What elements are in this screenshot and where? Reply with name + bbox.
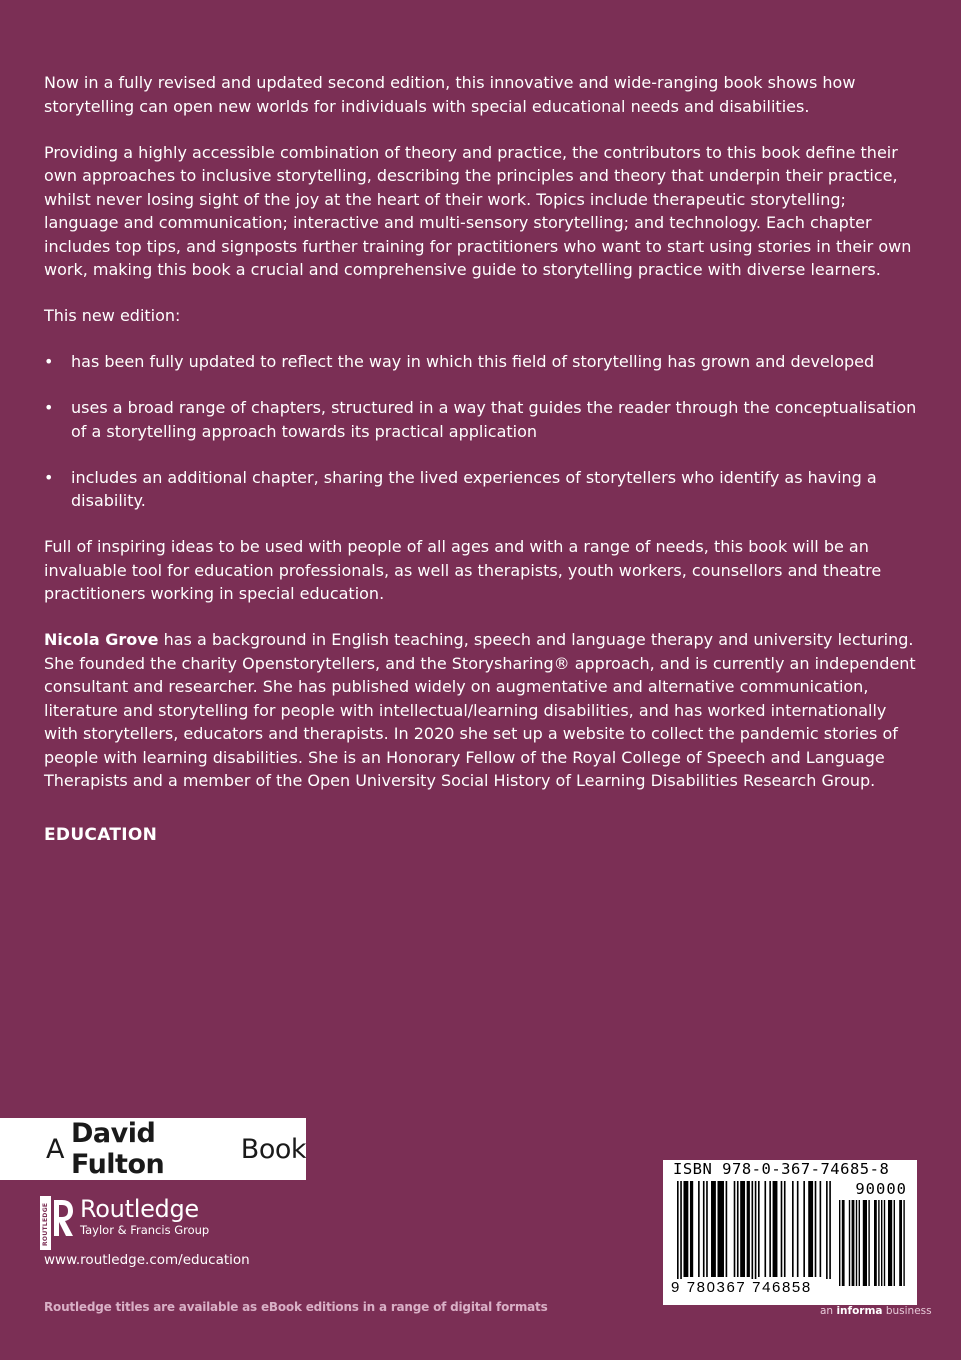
imprint-suffix: Book: [240, 1133, 306, 1165]
ean-digits: 9 780367 746858: [671, 1279, 836, 1296]
isbn-barcode: [663, 1160, 917, 1305]
new-edition-intro: This new edition:: [44, 306, 181, 325]
description-paragraph-3: Full of inspiring ideas to be used with people of all ages and with a range of needs, this book will be an invaluable tool for education professionals, as well as therapists, youth workers, counsellors and theatre practitioners working in special education.: [44, 537, 882, 603]
informa-business-note: [820, 1305, 932, 1317]
imprint-box: [0, 1118, 306, 1180]
barcode-bar: [706, 1181, 708, 1277]
barcode-bar: [737, 1181, 739, 1277]
barcode-bar: [856, 1200, 857, 1286]
barcode-bar: [726, 1181, 728, 1277]
barcode-bar: [747, 1181, 750, 1277]
informa-name: informa: [836, 1305, 883, 1317]
routledge-r-icon: [40, 1196, 74, 1250]
barcode-bar: [815, 1181, 817, 1277]
barcode-bar: [842, 1200, 845, 1286]
barcode-bar: [755, 1181, 757, 1285]
barcode-bar: [894, 1200, 895, 1286]
barcode-bar: [884, 1200, 885, 1286]
barcode-bar: [874, 1200, 877, 1286]
barcode-bar: [792, 1181, 794, 1277]
list-item-text: has been fully updated to reflect the way in which this field of storytelling has grown and developed: [71, 352, 875, 371]
barcode-bar: [698, 1181, 700, 1277]
price-code: 90000: [855, 1180, 907, 1198]
imprint-prefix: A: [46, 1133, 64, 1165]
barcode-bar: [683, 1181, 688, 1277]
barcode-bar: [680, 1181, 682, 1285]
bullet-icon: •: [44, 398, 54, 417]
barcode-bar: [784, 1181, 786, 1277]
author-bio: [44, 628, 920, 793]
informa-prefix: an: [820, 1305, 837, 1317]
feature-list: [44, 350, 920, 513]
barcode-bar: [690, 1181, 693, 1277]
description-paragraph-2: Providing a highly accessible combination of theory and practice, the contributors to this book define their own approaches to inclusive storytelling, describing the principles and theory that underpin their practice, whilst never losing sight of the joy at the heart of their work. Topics include therapeutic storytelling; language and communication; interactive and multi-sensory storytelling; and technology. Each chapter includes top tips, and signposts further training for practitioners who want to start using stories in their own work, making this book a crucial and comprehensive guide to storytelling practice with diverse learners.: [44, 142, 912, 279]
barcode-bar: [781, 1181, 783, 1277]
barcode-bar: [888, 1200, 892, 1286]
publisher-logo: [40, 1196, 209, 1250]
barcode-bar: [903, 1200, 904, 1286]
author-name: Nicola Grove: [44, 630, 159, 649]
svg-text:ROUTLEDGE: ROUTLEDGE: [42, 1202, 49, 1246]
barcode-bar: [878, 1200, 879, 1286]
barcode-bar: [797, 1181, 799, 1277]
back-cover-text: [44, 71, 920, 847]
description-paragraph-1: Now in a fully revised and updated second edition, this innovative and wide-ranging book shows how storytelling can open new worlds for individuals with special educational needs and disabilities.: [44, 73, 856, 116]
isbn-text: ISBN 978-0-367-74685-8: [673, 1160, 890, 1178]
barcode-bar: [829, 1181, 831, 1285]
barcode-bar: [734, 1181, 736, 1277]
barcode-bar: [859, 1200, 860, 1286]
category-label: EDUCATION: [44, 824, 158, 845]
barcode-bar: [718, 1181, 724, 1277]
barcode-bar: [769, 1181, 771, 1277]
list-item-text: uses a broad range of chapters, structured in a way that guides the reader through the conceptualisation of a storytelling approach towards its practical application: [71, 398, 917, 441]
bullet-icon: •: [44, 352, 54, 371]
barcode-bar: [863, 1200, 867, 1286]
barcode-bar: [881, 1200, 882, 1286]
barcode-bar: [839, 1200, 840, 1286]
addon-barcode-bars: [839, 1200, 907, 1286]
barcode-bar: [849, 1200, 850, 1286]
barcode-bar: [803, 1181, 805, 1277]
barcode-bar: [764, 1181, 766, 1277]
barcode-bar: [826, 1181, 828, 1285]
barcode-bar: [677, 1181, 679, 1285]
barcode-bar: [852, 1200, 855, 1286]
author-bio-text: has a background in English teaching, speech and language therapy and university lecturing. She founded the charity Openstorytellers, and the Storysharing® approach, and is currently an independent consultant and researcher. She has published widely on augmentative and alternative communication, literature and storytelling for people with intellectual/learning disabilities, and has worked internationally with storytellers, educators and therapists. In 2020 she set up a website to collect the pandemic stories of people with learning disabilities. She is an Honorary Fellow of the Royal College of Speech and Language Therapists and a member of the Open University Social History of Learning Disabilities Research Group.: [44, 630, 916, 790]
list-item-text: includes an additional chapter, sharing the lived experiences of storytellers who identify as having a disability.: [71, 467, 877, 510]
barcode-bar: [899, 1200, 902, 1286]
barcode-bar: [752, 1181, 754, 1285]
publisher-name: Routledge: [80, 1195, 199, 1223]
barcode-bar: [711, 1181, 716, 1277]
ebook-note: Routledge titles are available as eBook editions in a range of digital formats: [44, 1300, 548, 1314]
barcode-bar: [703, 1181, 705, 1277]
publisher-url[interactable]: www.routledge.com/education: [44, 1252, 250, 1268]
list-item: [44, 396, 920, 443]
list-item: [44, 466, 920, 513]
bullet-icon: •: [44, 467, 54, 487]
publisher-group: Taylor & Francis Group: [80, 1223, 210, 1237]
list-item: [44, 350, 920, 374]
barcode-bar: [758, 1181, 760, 1277]
barcode-bar: [808, 1181, 813, 1277]
barcode-bar: [820, 1181, 822, 1277]
barcode-bar: [868, 1200, 869, 1286]
barcode-bar: [740, 1181, 745, 1277]
informa-suffix: business: [882, 1305, 932, 1317]
ean-barcode-bars: [677, 1181, 833, 1285]
imprint-name: David Fulton: [70, 1118, 165, 1180]
barcode-bar: [773, 1181, 778, 1277]
